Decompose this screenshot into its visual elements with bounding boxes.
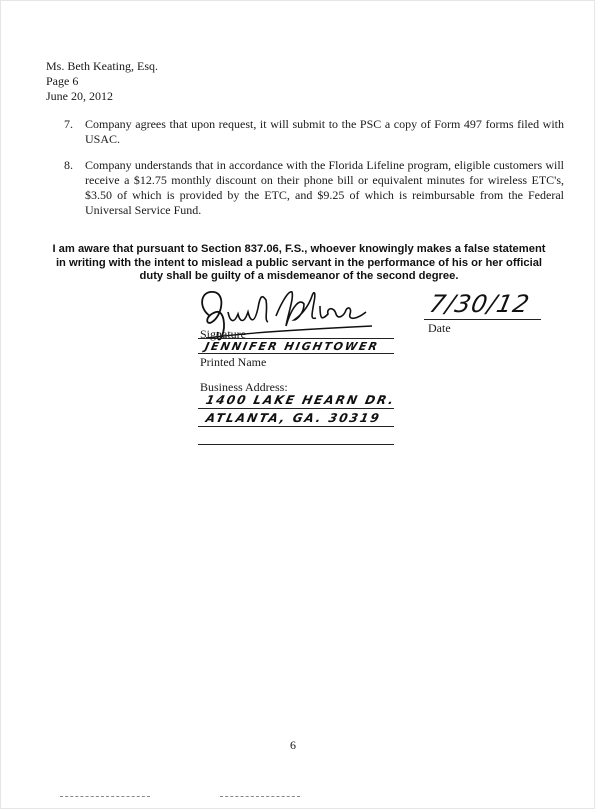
date-line xyxy=(424,319,541,320)
address-line2-value: ATLANTA, GA. 30319 xyxy=(204,411,383,425)
address-line1 xyxy=(198,408,394,409)
footer-divider-right xyxy=(220,796,300,797)
address-line3 xyxy=(198,444,394,445)
printed-name-line xyxy=(198,353,394,354)
printed-name-value: JENNIFER HIGHTOWER xyxy=(203,340,381,353)
page-line: Page 6 xyxy=(46,74,79,88)
item-text: Company agrees that upon request, it will submit to the PSC a copy of Form 497 forms filed with USAC. xyxy=(85,117,564,146)
footer-divider-left xyxy=(60,796,150,797)
date-label: Date xyxy=(428,321,451,335)
address-line2 xyxy=(198,426,394,427)
date-line: June 20, 2012 xyxy=(46,89,113,103)
letter-header xyxy=(46,59,158,104)
date-value: 7/30/12 xyxy=(427,290,533,318)
item-number: 8. xyxy=(64,158,73,172)
signature-label: Signature xyxy=(200,327,246,341)
item-number: 7. xyxy=(64,117,73,131)
item-text: Company understands that in accordance with the Florida Lifeline program, eligible customers will receive a $12.75 monthly discount on their phone bill or equivalent minutes for wireless ETC's, $3.50 of which is provided by the ETC, and $9.25 of which is reimbursable from the Federal Universal Service Fund. xyxy=(85,158,564,217)
business-address-label: Business Address: xyxy=(200,380,288,394)
printed-name-label: Printed Name xyxy=(200,355,267,369)
address-line1-value: 1400 LAKE HEARN DR. xyxy=(204,393,397,407)
recipient-line: Ms. Beth Keating, Esq. xyxy=(46,59,158,73)
page-number: 6 xyxy=(290,738,296,752)
certification-statement: I am aware that pursuant to Section 837.06, F.S., whoever knowingly makes a false statement in writing with the intent to mislead a public servant in the performance of his or her official duty shall be guilty of a misdemeanor of the second degree. xyxy=(52,243,546,283)
